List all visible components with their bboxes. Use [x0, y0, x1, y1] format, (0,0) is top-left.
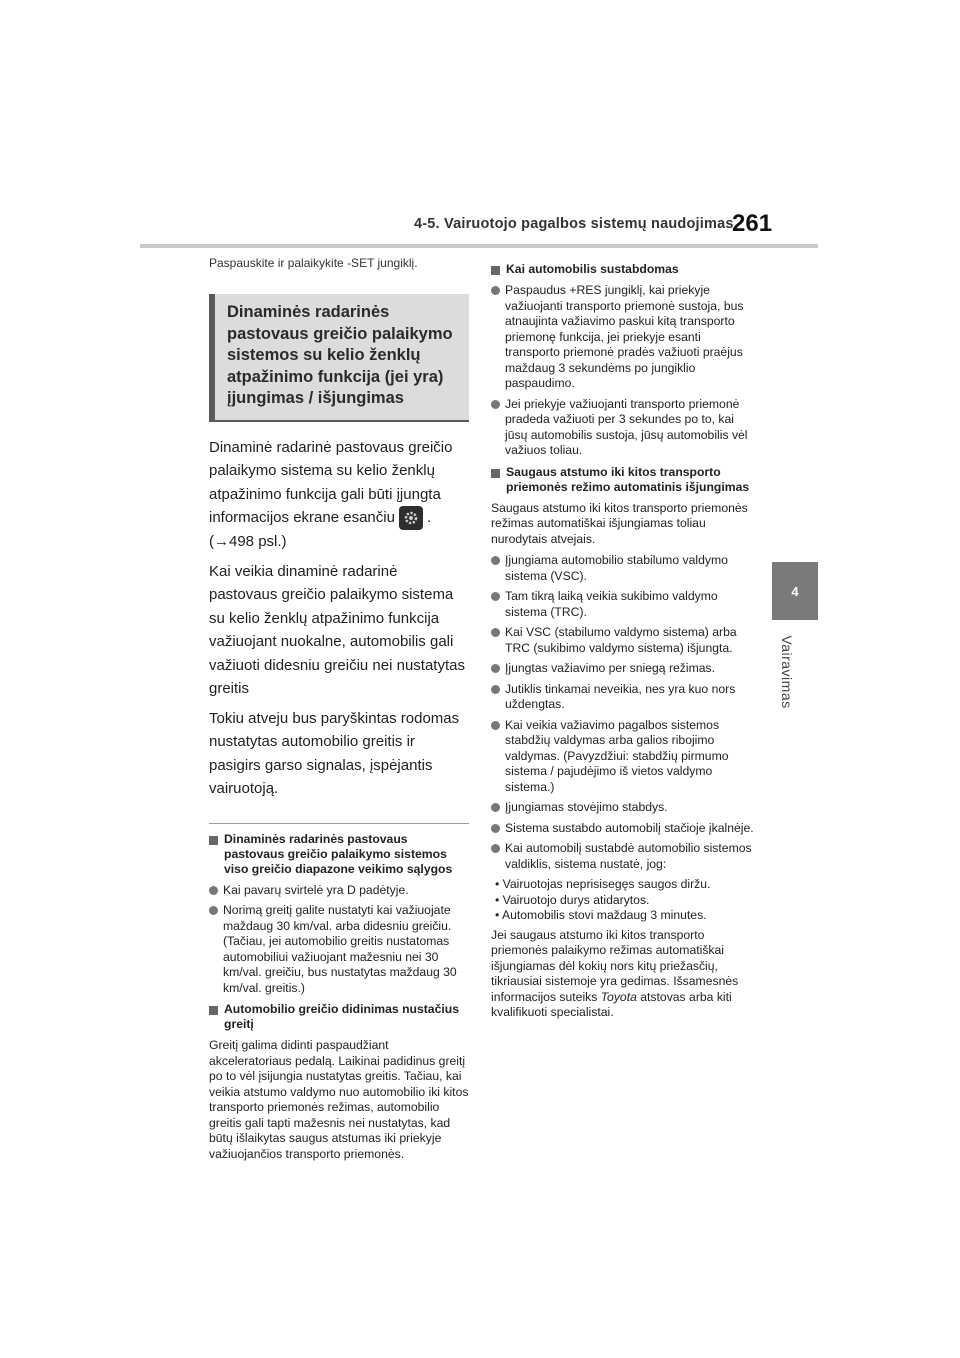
brand-name: Toyota [600, 989, 637, 1004]
subheading: Dinaminės radarinės pastovaus pastovaus greičio palaikymo sistemos viso greičio diapazone veikimo sąlygos [209, 832, 469, 877]
dash-list-item: • Vairuotojo durys atidarytos. [495, 892, 650, 907]
list-item: Kai automobilį sustabdė automobilio sistemos valdiklis, sistema nustatė, jog: [491, 841, 759, 872]
list-item: Kai pavarų svirtelė yra D padėtyje. [209, 883, 469, 899]
round-bullet-icon [491, 628, 500, 637]
list-item: Įjungiama automobilio stabilumo valdymo sistema (VSC). [491, 553, 759, 584]
dash-list-item: • Vairuotojas neprisisegęs saugos diržu. [495, 877, 711, 891]
paragraph-text: Dinaminė radarinė pastovaus greičio palaikymo sistema su kelio ženklų atpažinimo funkcija gali būti įjungta informacijos ekrane esančiu [209, 438, 453, 526]
square-bullet-icon [209, 1006, 218, 1015]
section-title-line: pastovaus greičio palaikymo [227, 324, 453, 343]
paragraph-enable [209, 436, 469, 554]
section-title-line: įjungimas / išjungimas [227, 389, 404, 407]
subheading: Saugaus atstumo iki kitos transporto priemonės režimo automatinis išjungimas [491, 465, 759, 495]
section-title-line: sistemos su kelio ženklų [227, 346, 421, 364]
dash-list-item: • Automobilis stovi maždaug 3 minutes. [495, 908, 707, 922]
list-item: Sistema sustabdo automobilį stačioje įkalnėje. [491, 821, 759, 837]
round-bullet-icon [209, 886, 218, 895]
left-column [209, 256, 469, 1168]
list-item: Tam tikrą laiką veikia sukibimo valdymo sistema (TRC). [491, 589, 759, 620]
list-item: Kai veikia važiavimo pagalbos sistemos stabdžių valdymas arba galios ribojimo valdymas. (Pavyzdžiui: stabdžių pirmumo sistema / pajudėjimo iš vietos valdymo sistema.) [491, 718, 759, 796]
chapter-side-title: Vairavimas [779, 635, 795, 709]
round-bullet-icon [491, 824, 500, 833]
header-section-title: 4-5. Vairuotojo pagalbos sistemų naudojimas [414, 216, 734, 232]
intro-line: Paspauskite ir palaikykite -SET jungiklį. [209, 256, 418, 270]
round-bullet-icon [491, 721, 500, 730]
list-item: Paspaudus +RES jungiklį, kai priekyje važiuojanti transporto priemonė sustoja, bus atnaujinta važiavimo paskui kitą transporto priemonę funkcija, jei priekyje esanti transporto priemonė pradės važiuoti praėjus maždaug 3 sekundėms po jungiklio paspaudimo. [491, 283, 759, 392]
list-item: Jei priekyje važiuojanti transporto priemonė pradeda važiuoti per 3 sekundes po to, kai jūsų automobilis sustoja, jūsų automobilis vėl važiuos toliau. [491, 397, 759, 459]
list-item: Jutiklis tinkamai neveikia, nes yra kuo nors uždengtas. [491, 682, 759, 713]
round-bullet-icon [209, 906, 218, 915]
list-item: Įjungtas važiavimo per sniegą režimas. [491, 661, 759, 677]
closing-text: Jei saugaus atstumo iki kitos transporto priemonės palaikymo režimas automatiškai išjungiamas dėl kokių nors kitų priežasčių, tikriausiai sistemoje yra gedimas. Išsamesnės informacijos suteiks Toyota atstovas arba kiti kvalifikuoti specialistai. [491, 927, 739, 1019]
paragraph-text-ref: . (→498 psl.) [209, 509, 432, 551]
section-divider [209, 823, 469, 824]
paragraph-downhill: Kai veikia dinaminė radarinė pastovaus greičio palaikymo sistema su kelio ženklų atpažinimo funkcija važiuojant nuokalne, automobilis gali važiuoti didesniu greičiu nei nustatytas greitis [209, 562, 465, 698]
round-bullet-icon [491, 664, 500, 673]
round-bullet-icon [491, 400, 500, 409]
page-number: 261 [732, 210, 773, 237]
round-bullet-icon [491, 286, 500, 295]
chapter-number-tab: 4 [772, 562, 818, 620]
right-column [491, 256, 759, 1027]
section-title-line: atpažinimo funkcija (jei yra) [227, 367, 444, 386]
settings-gear-icon [399, 506, 423, 530]
round-bullet-icon [491, 592, 500, 601]
body-text: Greitį galima didinti paspaudžiant akceleratoriaus pedalą. Laikinai padidinus greitį po to vėl įsijungia nustatytas greitis. Tačiau, kai veikia atstumo valdymo nuo automobilio iki kitos transporto priemonės režimas, automobilio greitis gali tapti mažesnis nei nustatytas, kad būtų išlaikytas saugus atstumas iki priekyje važiuojančios transporto priemonės. [209, 1038, 469, 1161]
header-divider [140, 244, 818, 248]
list-item: Kai VSC (stabilumo valdymo sistema) arba TRC (sukibimo valdymo sistema) išjungta. [491, 625, 759, 656]
round-bullet-icon [491, 556, 500, 565]
list-item: Norimą greitį galite nustatyti kai važiuojate maždaug 30 km/val. arba didesniu greičiu. (Tačiau, jei automobilio greitis nustatomas automobiliui važiuojant mažesniu nei 30 km/val. greičiu, bus nustatytas maždaug 30 km/val. greitis.) [209, 903, 469, 996]
square-bullet-icon [491, 266, 500, 275]
section-title-line: Dinaminės radarinės [227, 303, 390, 321]
section-title-box [209, 294, 469, 422]
round-bullet-icon [491, 844, 500, 853]
list-item: Įjungiamas stovėjimo stabdys. [491, 800, 759, 816]
paragraph-warning: Tokiu atveju bus paryškintas rodomas nustatytas automobilio greitis ir pasigirs garso signalas, įspėjantis vairuotoją. [209, 709, 460, 798]
subheading: Automobilio greičio didinimas nustačius greitį [209, 1002, 469, 1032]
subheading: Kai automobilis sustabdomas [491, 262, 759, 277]
square-bullet-icon [209, 836, 218, 845]
round-bullet-icon [491, 803, 500, 812]
round-bullet-icon [491, 685, 500, 694]
square-bullet-icon [491, 469, 500, 478]
body-text: Saugaus atstumo iki kitos transporto priemonės režimas automatiškai išjungiamas toliau nurodytais atvejais. [491, 500, 748, 546]
